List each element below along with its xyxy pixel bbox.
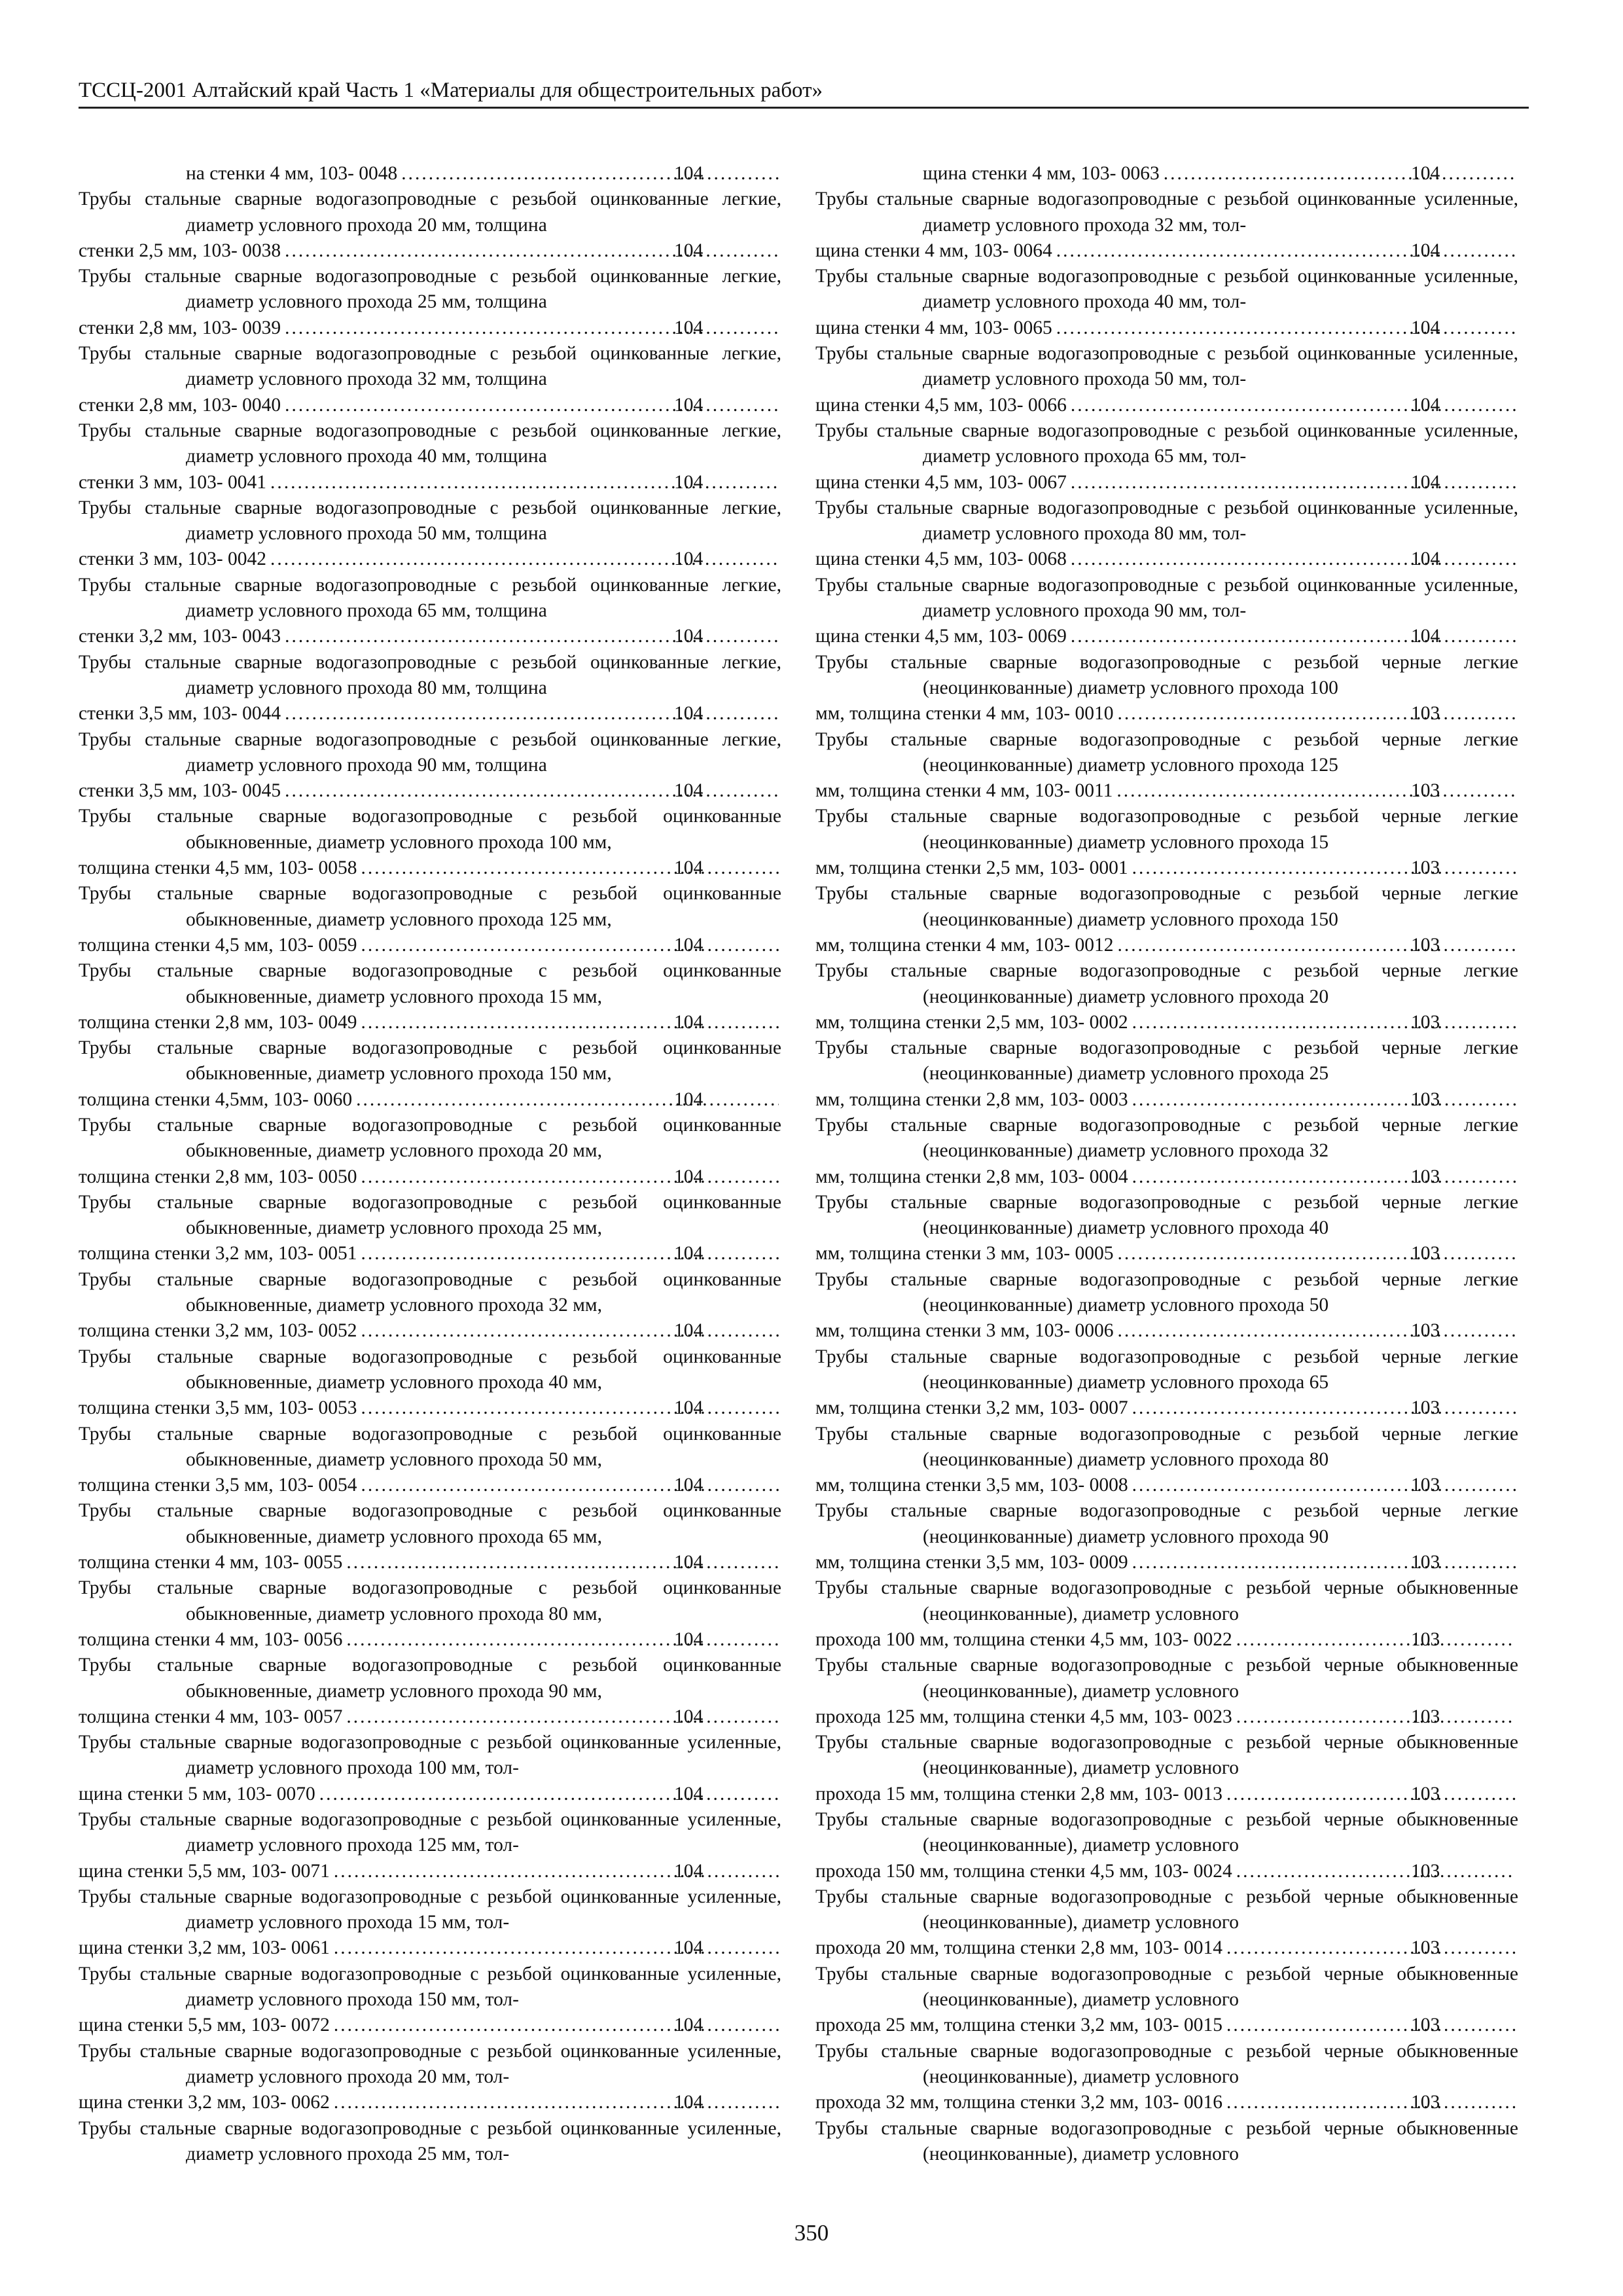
index-entry — [79, 341, 781, 418]
entry-text: Трубы стальные сварные водогазопроводные с резьбой черные легкие (неоцинкованные) диаметр условного прохода 90 — [815, 1500, 1518, 1547]
entry-text-end: на стенки 4 мм, 103- 0048 — [186, 163, 398, 184]
dot-leader — [400, 161, 779, 187]
entry-last-line: прохода 100 мм, толщина стенки 4,5 мм, 103- 0022 ..... 103 — [923, 1627, 1518, 1653]
dot-leader — [360, 1473, 779, 1498]
entry-text-end: щина стенки 4,5 мм, 103- 0068 — [815, 548, 1067, 570]
entry-text: Трубы стальные сварные водогазопроводные с резьбой оцинкованные усиленные, диаметр условного прохода 100 мм, тол- — [79, 1732, 781, 1779]
entry-last-line: щина стенки 5,5 мм, 103- 0072 ..... 104 — [186, 2013, 781, 2038]
entry-text-end: мм, толщина стенки 3 мм, 103- 0005 — [815, 1243, 1114, 1265]
index-entry — [815, 418, 1518, 495]
entry-text: Трубы стальные сварные водогазопроводные с резьбой оцинкованные легкие, диаметр условного прохода 90 мм, толщина — [79, 728, 781, 776]
page-number: 350 — [794, 2220, 829, 2246]
entry-text: Трубы стальные сварные водогазопроводные с резьбой оцинкованные усиленные, диаметр условного прохода 65 мм, тол- — [815, 420, 1518, 467]
dot-leader — [360, 855, 779, 881]
index-entry — [815, 958, 1518, 1035]
entry-text: Трубы стальные сварные водогазопроводные с резьбой оцинкованные легкие, диаметр условного прохода 65 мм, толщина — [79, 574, 781, 622]
entry-text-end: мм, толщина стенки 4 мм, 103- 0010 — [815, 703, 1114, 725]
entry-text-end: прохода 100 мм, толщина стенки 4,5 мм, 103- 0022 — [815, 1628, 1232, 1650]
index-entry — [815, 650, 1518, 727]
entry-text-end: стенки 2,8 мм, 103- 0040 — [79, 394, 281, 416]
entry-text-end: прохода 32 мм, толщина стенки 3,2 мм, 103- 0016 — [815, 2092, 1223, 2113]
entry-text: Трубы стальные сварные водогазопроводные с резьбой оцинкованные усиленные, диаметр условного прохода 32 мм, тол- — [815, 188, 1518, 236]
index-entry — [815, 1884, 1518, 1962]
dot-leader — [360, 933, 779, 958]
entry-text-end: мм, толщина стенки 3 мм, 103- 0006 — [815, 1320, 1114, 1342]
entry-text: Трубы стальные сварные водогазопроводные с резьбой оцинкованные обыкновенные, диаметр условного прохода 40 мм, — [79, 1346, 781, 1393]
entry-text: Трубы стальные сварные водогазопроводные с резьбой оцинкованные усиленные, диаметр условного прохода 40 мм, тол- — [815, 266, 1518, 313]
dot-leader — [1225, 2013, 1516, 2038]
index-entry — [79, 1730, 781, 1807]
dot-leader — [283, 393, 779, 418]
entry-text-end: щина стенки 4 мм, 103- 0063 — [923, 163, 1160, 184]
entry-last-line: толщина стенки 4 мм, 103- 0056 ..... 104 — [186, 1627, 781, 1653]
entry-text-end: толщина стенки 3,5 мм, 103- 0054 — [79, 1475, 357, 1496]
entry-last-line: толщина стенки 4 мм, 103- 0057 ..... 104 — [186, 1704, 781, 1730]
index-entry — [815, 1498, 1518, 1575]
entry-last-line: толщина стенки 4 мм, 103- 0055 ..... 104 — [186, 1550, 781, 1575]
entry-text: Трубы стальные сварные водогазопроводные с резьбой оцинкованные обыкновенные, диаметр условного прохода 80 мм, — [79, 1577, 781, 1624]
entry-last-line: толщина стенки 3,2 мм, 103- 0052 ..... 104 — [186, 1318, 781, 1344]
entry-text: Трубы стальные сварные водогазопроводные с резьбой оцинкованные обыкновенные, диаметр условного прохода 90 мм, — [79, 1655, 781, 1702]
index-entry — [79, 1267, 781, 1344]
dot-leader — [1235, 1704, 1516, 1730]
entry-text: Трубы стальные сварные водогазопроводные с резьбой черные легкие (неоцинкованные) диаметр условного прохода 15 — [815, 806, 1518, 853]
entry-last-line: мм, толщина стенки 3,2 мм, 103- 0007 ..... 103 — [923, 1395, 1518, 1421]
entry-text-end: мм, толщина стенки 4 мм, 103- 0011 — [815, 780, 1113, 802]
index-entry — [79, 881, 781, 958]
entry-last-line: толщина стенки 3,5 мм, 103- 0053 ..... 104 — [186, 1395, 781, 1421]
dot-leader — [1131, 1395, 1516, 1421]
entry-text: Трубы стальные сварные водогазопроводные с резьбой оцинкованные легкие, диаметр условного прохода 25 мм, толщина — [79, 266, 781, 313]
dot-leader — [1225, 1782, 1516, 1807]
entry-text: Трубы стальные сварные водогазопроводные с резьбой черные обыкновенные (неоцинкованные), диаметр условного — [815, 2040, 1518, 2087]
entry-text: Трубы стальные сварные водогазопроводные с резьбой оцинкованные усиленные, диаметр условного прохода 20 мм, тол- — [79, 2040, 781, 2087]
dot-leader — [1069, 393, 1516, 418]
index-entry — [815, 573, 1518, 650]
entry-text: Трубы стальные сварные водогазопроводные с резьбой оцинкованные легкие, диаметр условного прохода 40 мм, толщина — [79, 420, 781, 467]
entry-last-line: щина стенки 4 мм, 103- 0064 ..... 104 — [923, 238, 1518, 264]
index-entry — [79, 161, 781, 187]
entry-text: Трубы стальные сварные водогазопроводные с резьбой оцинкованные обыкновенные, диаметр условного прохода 100 мм, — [79, 806, 781, 853]
entry-text-end: мм, толщина стенки 2,8 мм, 103- 0003 — [815, 1088, 1128, 1110]
entry-last-line: мм, толщина стенки 3 мм, 103- 0006 ..... 103 — [923, 1318, 1518, 1344]
index-entry — [79, 573, 781, 650]
entry-last-line: мм, толщина стенки 4 мм, 103- 0010 ..... 103 — [923, 701, 1518, 726]
index-entry — [815, 1344, 1518, 1422]
index-entry — [79, 1962, 781, 2039]
entry-text-end: толщина стенки 2,8 мм, 103- 0050 — [79, 1166, 357, 1187]
entry-text: Трубы стальные сварные водогазопроводные с резьбой черные обыкновенные (неоцинкованные), диаметр условного — [815, 2117, 1518, 2164]
entry-last-line: стенки 3,5 мм, 103- 0045 ..... 104 — [186, 778, 781, 804]
dot-leader — [332, 2090, 779, 2115]
index-entry — [79, 1575, 781, 1653]
dot-leader — [332, 2013, 779, 2038]
entry-text-end: стенки 3 мм, 103- 0042 — [79, 548, 267, 570]
entry-text-end: мм, толщина стенки 2,5 мм, 103- 0002 — [815, 1011, 1128, 1033]
entry-last-line: щина стенки 3,2 мм, 103- 0061 ..... 104 — [186, 1935, 781, 1961]
entry-text-end: щина стенки 4,5 мм, 103- 0066 — [815, 394, 1067, 416]
entry-last-line: щина стенки 3,2 мм, 103- 0062 ..... 104 — [186, 2090, 781, 2115]
entry-text: Трубы стальные сварные водогазопроводные с резьбой оцинкованные легкие, диаметр условного прохода 32 мм, толщина — [79, 343, 781, 390]
index-entry — [815, 1267, 1518, 1344]
entry-text-end: стенки 2,8 мм, 103- 0039 — [79, 317, 281, 338]
entry-text-end: щина стенки 4,5 мм, 103- 0069 — [815, 626, 1067, 647]
entry-text-end: толщина стенки 4 мм, 103- 0057 — [79, 1706, 343, 1727]
entry-text: Трубы стальные сварные водогазопроводные с резьбой оцинкованные легкие, диаметр условного прохода 20 мм, толщина — [79, 188, 781, 236]
dot-leader — [1225, 2090, 1516, 2115]
entry-text: Трубы стальные сварные водогазопроводные с резьбой оцинкованные усиленные, диаметр условного прохода 150 мм, тол- — [79, 1963, 781, 2011]
index-entry — [815, 1422, 1518, 1499]
entry-last-line: щина стенки 4,5 мм, 103- 0068 ..... 104 — [923, 547, 1518, 572]
entry-last-line: мм, толщина стенки 2,5 мм, 103- 0002 ..... 103 — [923, 1010, 1518, 1035]
index-entry — [79, 1113, 781, 1190]
entry-last-line: щина стенки 5,5 мм, 103- 0071 ..... 104 — [186, 1859, 781, 1884]
entry-text-end: щина стенки 3,2 мм, 103- 0062 — [79, 2092, 330, 2113]
entry-last-line: щина стенки 4 мм, 103- 0065 ..... 104 — [923, 315, 1518, 341]
entry-text-end: щина стенки 4 мм, 103- 0065 — [815, 317, 1052, 338]
entry-last-line: стенки 3,2 мм, 103- 0043 ..... 104 — [186, 624, 781, 649]
entry-text: Трубы стальные сварные водогазопроводные с резьбой черные легкие (неоцинкованные) диаметр условного прохода 125 — [815, 728, 1518, 776]
dot-leader — [332, 1859, 779, 1884]
dot-leader — [283, 701, 779, 726]
entry-text: Трубы стальные сварные водогазопроводные с резьбой оцинкованные легкие, диаметр условного прохода 50 мм, толщина — [79, 497, 781, 545]
dot-leader — [1131, 1010, 1516, 1035]
entry-text: Трубы стальные сварные водогазопроводные с резьбой оцинкованные обыкновенные, диаметр условного прохода 65 мм, — [79, 1500, 781, 1547]
dot-leader — [345, 1550, 779, 1575]
entry-text: Трубы стальные сварные водогазопроводные с резьбой черные легкие (неоцинкованные) диаметр условного прохода 50 — [815, 1268, 1518, 1316]
dot-leader — [283, 624, 779, 649]
entry-text-end: стенки 3,5 мм, 103- 0045 — [79, 780, 281, 802]
entry-text: Трубы стальные сварные водогазопроводные с резьбой оцинкованные усиленные, диаметр условного прохода 50 мм, тол- — [815, 343, 1518, 390]
entry-text-end: прохода 15 мм, толщина стенки 2,8 мм, 103- 0013 — [815, 1783, 1223, 1804]
index-entry — [815, 341, 1518, 418]
entry-last-line: стенки 2,8 мм, 103- 0039 ..... 104 — [186, 315, 781, 341]
dot-leader — [283, 315, 779, 341]
index-entry — [815, 1190, 1518, 1267]
entry-text-end: стенки 3 мм, 103- 0041 — [79, 471, 267, 493]
entry-text-end: толщина стенки 4 мм, 103- 0056 — [79, 1628, 343, 1650]
entry-text: Трубы стальные сварные водогазопроводные с резьбой черные легкие (неоцинкованные) диаметр условного прохода 80 — [815, 1423, 1518, 1470]
entry-text: Трубы стальные сварные водогазопроводные с резьбой оцинкованные усиленные, диаметр условного прохода 125 мм, тол- — [79, 1809, 781, 1856]
index-entry — [815, 264, 1518, 341]
index-entry — [79, 495, 781, 573]
index-entry — [815, 1807, 1518, 1884]
index-entry — [79, 1035, 781, 1113]
running-header: ТССЦ-2001 Алтайский край Часть 1 «Материалы для общестроительных работ» — [79, 79, 823, 102]
entry-text-end: толщина стенки 2,8 мм, 103- 0049 — [79, 1011, 357, 1033]
entry-text: Трубы стальные сварные водогазопроводные с резьбой оцинкованные обыкновенные, диаметр условного прохода 25 мм, — [79, 1191, 781, 1239]
entry-last-line: прохода 150 мм, толщина стенки 4,5 мм, 103- 0024 ..... 103 — [923, 1859, 1518, 1884]
entry-text: Трубы стальные сварные водогазопроводные с резьбой черные легкие (неоцинкованные) диаметр условного прохода 25 — [815, 1037, 1518, 1085]
dot-leader — [283, 238, 779, 264]
entry-text-end: стенки 3,2 мм, 103- 0043 — [79, 626, 281, 647]
dot-leader — [1235, 1627, 1516, 1653]
entry-last-line: мм, толщина стенки 3 мм, 103- 0005 ..... 103 — [923, 1241, 1518, 1266]
entry-text-end: толщина стенки 4,5 мм, 103- 0059 — [79, 934, 357, 956]
dot-leader — [360, 1164, 779, 1190]
entry-text-end: толщина стенки 4,5 мм, 103- 0058 — [79, 857, 357, 879]
dot-leader — [360, 1241, 779, 1266]
dot-leader — [345, 1627, 779, 1653]
dot-leader — [318, 1782, 779, 1807]
index-entry — [79, 1498, 781, 1575]
entry-last-line: щина стенки 4 мм, 103- 0063 ..... 104 — [923, 161, 1518, 187]
entry-text: Трубы стальные сварные водогазопроводные с резьбой черные легкие (неоцинкованные) диаметр условного прохода 65 — [815, 1346, 1518, 1393]
entry-last-line: стенки 3 мм, 103- 0042 ..... 104 — [186, 547, 781, 572]
index-column-right — [815, 161, 1518, 2167]
dot-leader — [360, 1395, 779, 1421]
entry-text: Трубы стальные сварные водогазопроводные с резьбой оцинкованные усиленные, диаметр условного прохода 80 мм, тол- — [815, 497, 1518, 545]
entry-text: Трубы стальные сварные водогазопроводные с резьбой оцинкованные обыкновенные, диаметр условного прохода 150 мм, — [79, 1037, 781, 1085]
entry-last-line: щина стенки 5 мм, 103- 0070 ..... 104 — [186, 1782, 781, 1807]
entry-text: Трубы стальные сварные водогазопроводные с резьбой оцинкованные обыкновенные, диаметр условного прохода 15 мм, — [79, 960, 781, 1007]
entry-text-end: мм, толщина стенки 2,5 мм, 103- 0001 — [815, 857, 1128, 879]
dot-leader — [1115, 778, 1516, 804]
dot-leader — [345, 1704, 779, 1730]
dot-leader — [1069, 470, 1516, 495]
entry-text: Трубы стальные сварные водогазопроводные с резьбой черные обыкновенные (неоцинкованные), диаметр условного — [815, 1732, 1518, 1779]
entry-last-line: на стенки 4 мм, 103- 0048 ..... 104 — [186, 161, 781, 187]
entry-text-end: толщина стенки 3,5 мм, 103- 0053 — [79, 1397, 357, 1419]
entry-text-end: мм, толщина стенки 4 мм, 103- 0012 — [815, 934, 1114, 956]
entry-text-end: щина стенки 3,2 мм, 103- 0061 — [79, 1937, 330, 1959]
entry-text-end: прохода 20 мм, толщина стенки 2,8 мм, 103- 0014 — [815, 1937, 1223, 1959]
entry-text: Трубы стальные сварные водогазопроводные с резьбой черные обыкновенные (неоцинкованные), диаметр условного — [815, 1963, 1518, 2011]
index-entry — [79, 1807, 781, 1884]
index-entry — [815, 881, 1518, 958]
dot-leader — [1055, 315, 1516, 341]
entry-text-end: щина стенки 4,5 мм, 103- 0067 — [815, 471, 1067, 493]
entry-last-line: толщина стенки 4,5мм, 103- 0060 ..... 104 — [186, 1087, 781, 1113]
dot-leader — [1131, 855, 1516, 881]
entry-text-end: щина стенки 4 мм, 103- 0064 — [815, 240, 1052, 261]
entry-text: Трубы стальные сварные водогазопроводные с резьбой оцинкованные усиленные, диаметр условного прохода 15 мм, тол- — [79, 1886, 781, 1933]
index-entry — [815, 1653, 1518, 1730]
index-entry — [815, 1113, 1518, 1190]
entry-last-line: мм, толщина стенки 4 мм, 103- 0012 ..... 103 — [923, 933, 1518, 958]
index-entry — [815, 804, 1518, 881]
entry-text: Трубы стальные сварные водогазопроводные с резьбой черные легкие (неоцинкованные) диаметр условного прохода 32 — [815, 1114, 1518, 1162]
index-entry — [79, 650, 781, 727]
entry-last-line: мм, толщина стенки 3,5 мм, 103- 0008 ..... 103 — [923, 1473, 1518, 1498]
entry-text-end: мм, толщина стенки 3,5 мм, 103- 0008 — [815, 1475, 1128, 1496]
entry-text-end: щина стенки 5,5 мм, 103- 0071 — [79, 1860, 330, 1882]
dot-leader — [1131, 1473, 1516, 1498]
entry-last-line: прохода 25 мм, толщина стенки 3,2 мм, 103- 0015 ..... 103 — [923, 2013, 1518, 2038]
index-entry — [79, 1190, 781, 1267]
entry-text-end: прохода 150 мм, толщина стенки 4,5 мм, 103- 0024 — [815, 1860, 1232, 1882]
entry-text-end: толщина стенки 4,5мм, 103- 0060 — [79, 1088, 353, 1110]
entry-last-line: стенки 3 мм, 103- 0041 ..... 104 — [186, 470, 781, 495]
dot-leader — [283, 778, 779, 804]
dot-leader — [1116, 1318, 1516, 1344]
index-entry — [815, 1730, 1518, 1807]
entry-last-line: мм, толщина стенки 2,5 мм, 103- 0001 ..... 103 — [923, 855, 1518, 881]
index-entry — [79, 264, 781, 341]
dot-leader — [1235, 1859, 1516, 1884]
dot-leader — [332, 1935, 779, 1961]
entry-last-line: щина стенки 4,5 мм, 103- 0069 ..... 104 — [923, 624, 1518, 649]
entry-last-line: прохода 20 мм, толщина стенки 2,8 мм, 103- 0014 ..... 103 — [923, 1935, 1518, 1961]
entry-last-line: толщина стенки 3,5 мм, 103- 0054 ..... 104 — [186, 1473, 781, 1498]
header-rule — [79, 107, 1529, 109]
entry-text-end: толщина стенки 3,2 мм, 103- 0052 — [79, 1320, 357, 1342]
index-entry — [79, 1884, 781, 1962]
index-entry — [79, 727, 781, 804]
index-entry — [815, 1575, 1518, 1653]
dot-leader — [1116, 1241, 1516, 1266]
entry-last-line: стенки 2,8 мм, 103- 0040 ..... 104 — [186, 393, 781, 418]
index-entry — [815, 727, 1518, 804]
index-entry — [79, 2116, 781, 2168]
index-entry — [79, 418, 781, 495]
entry-last-line: прохода 32 мм, толщина стенки 3,2 мм, 103- 0016 ..... 103 — [923, 2090, 1518, 2115]
index-entry — [815, 495, 1518, 573]
entry-last-line: толщина стенки 4,5 мм, 103- 0058 ..... 104 — [186, 855, 781, 881]
entry-text: Трубы стальные сварные водогазопроводные с резьбой черные обыкновенные (неоцинкованные), диаметр условного — [815, 1655, 1518, 1702]
dot-leader — [360, 1010, 779, 1035]
dot-leader — [1069, 624, 1516, 649]
entry-text-end: мм, толщина стенки 3,5 мм, 103- 0009 — [815, 1552, 1128, 1573]
entry-text: Трубы стальные сварные водогазопроводные с резьбой оцинкованные обыкновенные, диаметр условного прохода 20 мм, — [79, 1114, 781, 1162]
index-entry — [79, 1344, 781, 1422]
entry-text-end: стенки 2,5 мм, 103- 0038 — [79, 240, 281, 261]
entry-last-line: щина стенки 4,5 мм, 103- 0067 ..... 104 — [923, 470, 1518, 495]
entry-last-line: мм, толщина стенки 3,5 мм, 103- 0009 ..... 103 — [923, 1550, 1518, 1575]
index-entry — [79, 187, 781, 264]
index-entry — [79, 1422, 781, 1499]
entry-text: Трубы стальные сварные водогазопроводные с резьбой черные обыкновенные (неоцинкованные), диаметр условного — [815, 1577, 1518, 1624]
entry-text-end: прохода 125 мм, толщина стенки 4,5 мм, 103- 0023 — [815, 1706, 1232, 1727]
entry-text: Трубы стальные сварные водогазопроводные с резьбой черные легкие (неоцинкованные) диаметр условного прохода 100 — [815, 651, 1518, 698]
index-entry — [79, 2039, 781, 2116]
entry-text: Трубы стальные сварные водогазопроводные с резьбой черные легкие (неоцинкованные) диаметр условного прохода 40 — [815, 1191, 1518, 1239]
entry-text-end: щина стенки 5,5 мм, 103- 0072 — [79, 2015, 330, 2036]
entry-text-end: прохода 25 мм, толщина стенки 3,2 мм, 103- 0015 — [815, 2015, 1223, 2036]
dot-leader — [1116, 933, 1516, 958]
entry-text-end: стенки 3,5 мм, 103- 0044 — [79, 703, 281, 725]
entry-last-line: толщина стенки 2,8 мм, 103- 0050 ..... 104 — [186, 1164, 781, 1190]
index-entry — [815, 2116, 1518, 2168]
index-entry — [815, 1962, 1518, 2039]
index-column-left — [79, 161, 781, 2167]
entry-last-line: толщина стенки 4,5 мм, 103- 0059 ..... 104 — [186, 933, 781, 958]
index-entry — [815, 187, 1518, 264]
index-entry — [815, 2039, 1518, 2116]
entry-last-line: щина стенки 4,5 мм, 103- 0066 ..... 104 — [923, 393, 1518, 418]
entry-last-line: мм, толщина стенки 2,8 мм, 103- 0004 ..... 103 — [923, 1164, 1518, 1190]
entry-text-end: мм, толщина стенки 2,8 мм, 103- 0004 — [815, 1166, 1128, 1187]
index-entry — [79, 1653, 781, 1730]
entry-text-end: мм, толщина стенки 3,2 мм, 103- 0007 — [815, 1397, 1128, 1419]
index-entry — [815, 161, 1518, 187]
entry-text: Трубы стальные сварные водогазопроводные с резьбой оцинкованные обыкновенные, диаметр условного прохода 125 мм, — [79, 883, 781, 930]
dot-leader — [355, 1087, 779, 1113]
entry-text: Трубы стальные сварные водогазопроводные с резьбой черные обыкновенные (неоцинкованные), диаметр условного — [815, 1809, 1518, 1856]
dot-leader — [1131, 1164, 1516, 1190]
entry-last-line: мм, толщина стенки 2,8 мм, 103- 0003 ..... 103 — [923, 1087, 1518, 1113]
dot-leader — [1131, 1087, 1516, 1113]
entry-text-end: щина стенки 5 мм, 103- 0070 — [79, 1783, 315, 1804]
dot-leader — [360, 1318, 779, 1344]
dot-leader — [1116, 701, 1516, 726]
entry-last-line: толщина стенки 2,8 мм, 103- 0049 ..... 104 — [186, 1010, 781, 1035]
entry-last-line: толщина стенки 3,2 мм, 103- 0051 ..... 104 — [186, 1241, 781, 1266]
entry-text: Трубы стальные сварные водогазопроводные с резьбой оцинкованные усиленные, диаметр условного прохода 90 мм, тол- — [815, 574, 1518, 622]
index-entry — [815, 1035, 1518, 1113]
entry-text: Трубы стальные сварные водогазопроводные с резьбой оцинкованные легкие, диаметр условного прохода 80 мм, толщина — [79, 651, 781, 698]
entry-last-line: стенки 2,5 мм, 103- 0038 ..... 104 — [186, 238, 781, 264]
index-entry — [79, 804, 781, 881]
entry-last-line: мм, толщина стенки 4 мм, 103- 0011 ..... 103 — [923, 778, 1518, 804]
entry-text: Трубы стальные сварные водогазопроводные с резьбой оцинкованные обыкновенные, диаметр условного прохода 32 мм, — [79, 1268, 781, 1316]
index-entry — [79, 958, 781, 1035]
entry-text-end: толщина стенки 3,2 мм, 103- 0051 — [79, 1243, 357, 1265]
entry-text: Трубы стальные сварные водогазопроводные с резьбой оцинкованные обыкновенные, диаметр условного прохода 50 мм, — [79, 1423, 781, 1470]
entry-last-line: прохода 125 мм, толщина стенки 4,5 мм, 103- 0023 ..... 103 — [923, 1704, 1518, 1730]
dot-leader — [1162, 161, 1516, 187]
dot-leader — [1055, 238, 1516, 264]
entry-text: Трубы стальные сварные водогазопроводные с резьбой черные легкие (неоцинкованные) диаметр условного прохода 20 — [815, 960, 1518, 1007]
dot-leader — [1069, 547, 1516, 572]
entry-text-end: толщина стенки 4 мм, 103- 0055 — [79, 1552, 343, 1573]
dot-leader — [1131, 1550, 1516, 1575]
dot-leader — [1225, 1935, 1516, 1961]
entry-text: Трубы стальные сварные водогазопроводные с резьбой оцинкованные усиленные, диаметр условного прохода 25 мм, тол- — [79, 2117, 781, 2164]
entry-last-line: стенки 3,5 мм, 103- 0044 ..... 104 — [186, 701, 781, 726]
entry-text: Трубы стальные сварные водогазопроводные с резьбой черные легкие (неоцинкованные) диаметр условного прохода 150 — [815, 883, 1518, 930]
entry-text: Трубы стальные сварные водогазопроводные с резьбой черные обыкновенные (неоцинкованные), диаметр условного — [815, 1886, 1518, 1933]
entry-last-line: прохода 15 мм, толщина стенки 2,8 мм, 103- 0013 ..... 103 — [923, 1782, 1518, 1807]
